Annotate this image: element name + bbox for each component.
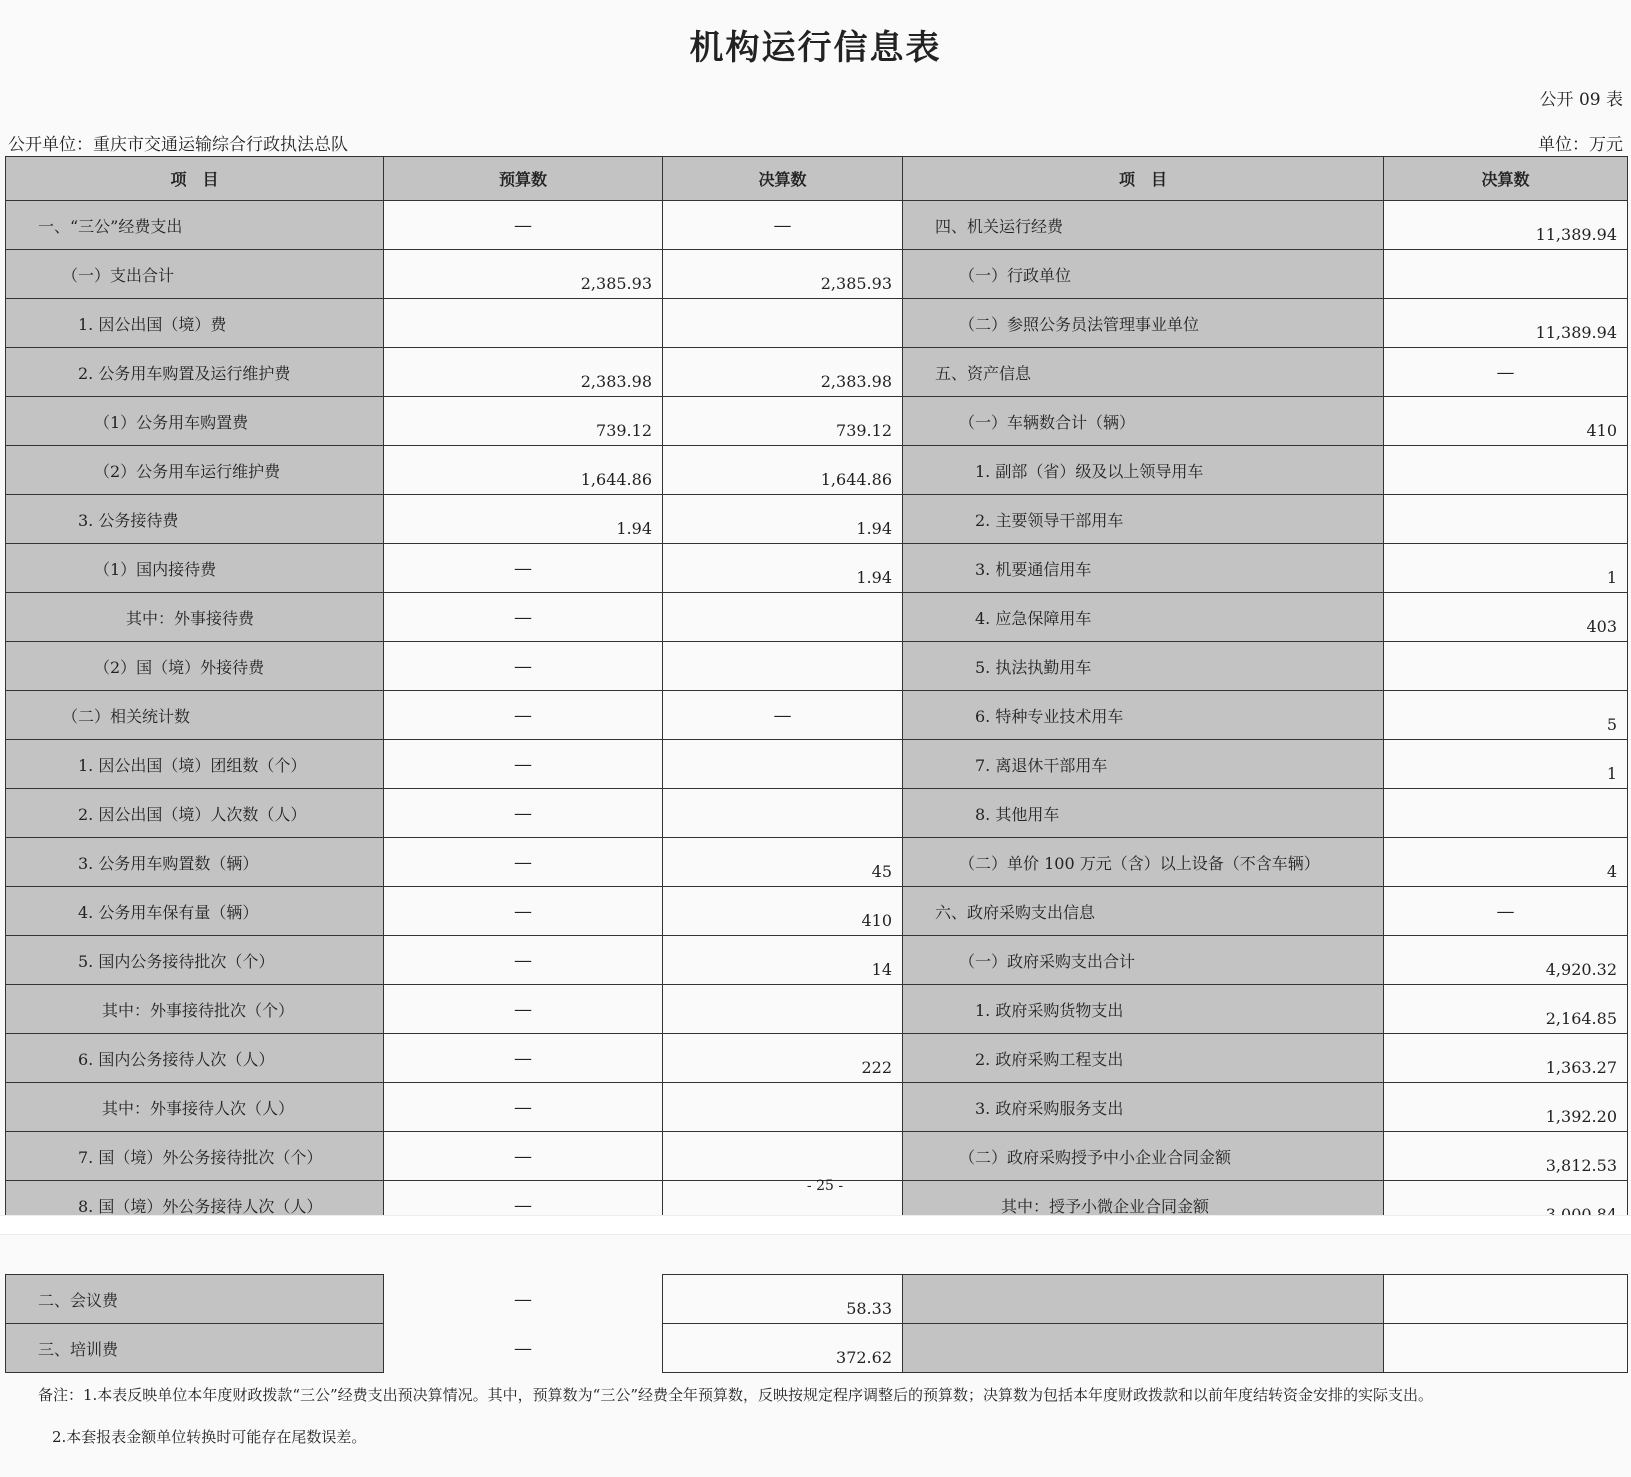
final-value-right: 3,812.53 <box>1384 1132 1628 1181</box>
final-value-left <box>663 1083 903 1132</box>
right-item-label: 6. 特种专业技术用车 <box>903 691 1384 740</box>
left-item-label: （1）国内接待费 <box>6 544 384 593</box>
budget-value: 2,383.98 <box>384 348 663 397</box>
budget-value: — <box>384 740 663 789</box>
final-value-left: 45 <box>663 838 903 887</box>
right-item-label: 1. 副部（省）级及以上领导用车 <box>903 446 1384 495</box>
final-value-left: 2,385.93 <box>663 250 903 299</box>
final-value-right: — <box>1384 887 1628 936</box>
left-item-label: 3. 公务接待费 <box>6 495 384 544</box>
page-title: 机构运行信息表 <box>689 28 942 68</box>
final-value-left <box>663 1132 903 1181</box>
header-item-left: 项 目 <box>6 157 384 201</box>
right-item-label: （一）车辆数合计（辆） <box>903 397 1384 446</box>
budget-value: — <box>384 985 663 1034</box>
final-value-right: 5 <box>1384 691 1628 740</box>
page-number: - 25 - <box>806 1178 844 1194</box>
left-item-label: （二）相关统计数 <box>6 691 384 740</box>
right-item-label: （二）单价 100 万元（含）以上设备（不含车辆） <box>903 838 1384 887</box>
budget-value: — <box>384 1181 663 1230</box>
left-item-label: 8. 国（境）外公务接待人次（人） <box>6 1181 384 1230</box>
budget-value <box>384 299 663 348</box>
budget-value: — <box>384 1275 663 1324</box>
final-value-left: 372.62 <box>663 1324 903 1373</box>
final-value-left: 2,383.98 <box>663 348 903 397</box>
left-item-label: 3. 公务用车购置数（辆） <box>6 838 384 887</box>
table-row <box>6 593 1628 642</box>
final-value-right: 11,389.94 <box>1384 299 1628 348</box>
right-item-label: 其中：授予小微企业合同金额 <box>903 1181 1384 1230</box>
budget-value: — <box>384 642 663 691</box>
final-value-right <box>1384 642 1628 691</box>
budget-value: — <box>384 887 663 936</box>
final-value-left <box>663 299 903 348</box>
left-item-label: 三、培训费 <box>6 1324 384 1373</box>
header-final-left: 决算数 <box>663 157 903 201</box>
note-2: 2.本套报表金额单位转换时可能存在尾数误差。 <box>52 1428 367 1446</box>
table-row <box>6 1034 1628 1083</box>
header-item-right: 项 目 <box>903 157 1384 201</box>
table-row <box>6 985 1628 1034</box>
right-item-label: 1. 政府采购货物支出 <box>903 985 1384 1034</box>
table-row <box>6 838 1628 887</box>
left-item-label: （1）公务用车购置费 <box>6 397 384 446</box>
budget-value: — <box>384 691 663 740</box>
right-item-label: （一）行政单位 <box>903 250 1384 299</box>
note-1: 备注：1.本表反映单位本年度财政拨款“三公”经费支出预决算情况。其中，预算数为“三公”经费全年预算数，反映按规定程序调整后的预算数；决算数为包括本年度财政拨款和以前年度结转资金安排的实际支出。 <box>38 1386 1433 1404</box>
empty-cell <box>903 1275 1384 1324</box>
table-header-row <box>6 157 1628 201</box>
right-item-label: 六、政府采购支出信息 <box>903 887 1384 936</box>
left-item-label: 4. 公务用车保有量（辆） <box>6 887 384 936</box>
table-row <box>6 201 1628 250</box>
left-item-label: 7. 国（境）外公务接待批次（个） <box>6 1132 384 1181</box>
final-value-left <box>663 593 903 642</box>
final-value-right: 410 <box>1384 397 1628 446</box>
final-value-left <box>663 740 903 789</box>
right-item-label: 8. 其他用车 <box>903 789 1384 838</box>
table-row <box>6 1275 1628 1324</box>
left-item-label: （一）支出合计 <box>6 250 384 299</box>
budget-value: — <box>384 544 663 593</box>
left-item-label: 6. 国内公务接待人次（人） <box>6 1034 384 1083</box>
left-item-label: 1. 因公出国（境）团组数（个） <box>6 740 384 789</box>
reporting-unit: 公开单位：重庆市交通运输综合行政执法总队 <box>8 135 348 155</box>
table-row <box>6 544 1628 593</box>
budget-value: — <box>384 1324 663 1373</box>
table-row <box>6 250 1628 299</box>
final-value-right: 4 <box>1384 838 1628 887</box>
final-value-right: 403 <box>1384 593 1628 642</box>
left-item-label: 2. 因公出国（境）人次数（人） <box>6 789 384 838</box>
budget-value: — <box>384 1083 663 1132</box>
table-code: 公开 09 表 <box>1539 90 1623 110</box>
budget-value: — <box>384 593 663 642</box>
final-value-right <box>1384 250 1628 299</box>
final-value-left: 739.12 <box>663 397 903 446</box>
empty-cell <box>1384 1275 1628 1324</box>
right-item-label: 3. 政府采购服务支出 <box>903 1083 1384 1132</box>
table-row <box>6 691 1628 740</box>
table-row <box>6 789 1628 838</box>
left-item-label: 其中：外事接待批次（个） <box>6 985 384 1034</box>
final-value-left: 14 <box>663 936 903 985</box>
table-row <box>6 1083 1628 1132</box>
right-item-label: 5. 执法执勤用车 <box>903 642 1384 691</box>
table-row <box>6 740 1628 789</box>
right-item-label: 3. 机要通信用车 <box>903 544 1384 593</box>
budget-value: 1.94 <box>384 495 663 544</box>
right-item-label: 2. 主要领导干部用车 <box>903 495 1384 544</box>
right-item-label: （二）参照公务员法管理事业单位 <box>903 299 1384 348</box>
final-value-right <box>1384 789 1628 838</box>
final-value-right: 4,920.32 <box>1384 936 1628 985</box>
empty-cell <box>1384 1324 1628 1373</box>
final-value-left: 1.94 <box>663 495 903 544</box>
final-value-right <box>1384 446 1628 495</box>
right-item-label: 7. 离退休干部用车 <box>903 740 1384 789</box>
operation-info-table-continued <box>5 1274 1628 1373</box>
final-value-left: 222 <box>663 1034 903 1083</box>
final-value-right: 11,389.94 <box>1384 201 1628 250</box>
budget-value: — <box>384 936 663 985</box>
budget-value: — <box>384 1132 663 1181</box>
final-value-right: 1 <box>1384 544 1628 593</box>
final-value-right: 1 <box>1384 740 1628 789</box>
left-item-label: 其中：外事接待人次（人） <box>6 1083 384 1132</box>
table-row <box>6 397 1628 446</box>
right-item-label: 2. 政府采购工程支出 <box>903 1034 1384 1083</box>
table-row <box>6 348 1628 397</box>
final-value-left: — <box>663 201 903 250</box>
table-row <box>6 1132 1628 1181</box>
final-value-left: 1.94 <box>663 544 903 593</box>
right-item-label: 4. 应急保障用车 <box>903 593 1384 642</box>
final-value-right: 1,363.27 <box>1384 1034 1628 1083</box>
header-budget: 预算数 <box>384 157 663 201</box>
left-item-label: （2）公务用车运行维护费 <box>6 446 384 495</box>
right-item-label: 四、机关运行经费 <box>903 201 1384 250</box>
right-item-label: 五、资产信息 <box>903 348 1384 397</box>
currency-unit: 单位：万元 <box>1538 135 1623 155</box>
page-break <box>0 1215 1631 1235</box>
table-row <box>6 446 1628 495</box>
left-item-label: 二、会议费 <box>6 1275 384 1324</box>
empty-cell <box>903 1324 1384 1373</box>
final-value-left <box>663 789 903 838</box>
table-row <box>6 495 1628 544</box>
table-row <box>6 642 1628 691</box>
table-row <box>6 1324 1628 1373</box>
final-value-right: — <box>1384 348 1628 397</box>
final-value-right <box>1384 495 1628 544</box>
header-final-right: 决算数 <box>1384 157 1628 201</box>
left-item-label: （2）国（境）外接待费 <box>6 642 384 691</box>
left-item-label: 5. 国内公务接待批次（个） <box>6 936 384 985</box>
operation-info-table <box>5 156 1628 1230</box>
table-row <box>6 887 1628 936</box>
budget-value: — <box>384 789 663 838</box>
budget-value: 2,385.93 <box>384 250 663 299</box>
final-value-left <box>663 642 903 691</box>
final-value-left <box>663 985 903 1034</box>
budget-value: — <box>384 201 663 250</box>
left-item-label: 其中：外事接待费 <box>6 593 384 642</box>
budget-value: 739.12 <box>384 397 663 446</box>
budget-value: — <box>384 838 663 887</box>
final-value-left: 1,644.86 <box>663 446 903 495</box>
left-item-label: 1. 因公出国（境）费 <box>6 299 384 348</box>
table-row <box>6 936 1628 985</box>
budget-value: — <box>384 1034 663 1083</box>
right-item-label: （一）政府采购支出合计 <box>903 936 1384 985</box>
final-value-right: 1,392.20 <box>1384 1083 1628 1132</box>
table-row <box>6 299 1628 348</box>
right-item-label: （二）政府采购授予中小企业合同金额 <box>903 1132 1384 1181</box>
left-item-label: 2. 公务用车购置及运行维护费 <box>6 348 384 397</box>
budget-value: 1,644.86 <box>384 446 663 495</box>
final-value-left: — <box>663 691 903 740</box>
final-value-left: 58.33 <box>663 1275 903 1324</box>
left-item-label: 一、“三公”经费支出 <box>6 201 384 250</box>
final-value-left: 410 <box>663 887 903 936</box>
final-value-right: 2,164.85 <box>1384 985 1628 1034</box>
